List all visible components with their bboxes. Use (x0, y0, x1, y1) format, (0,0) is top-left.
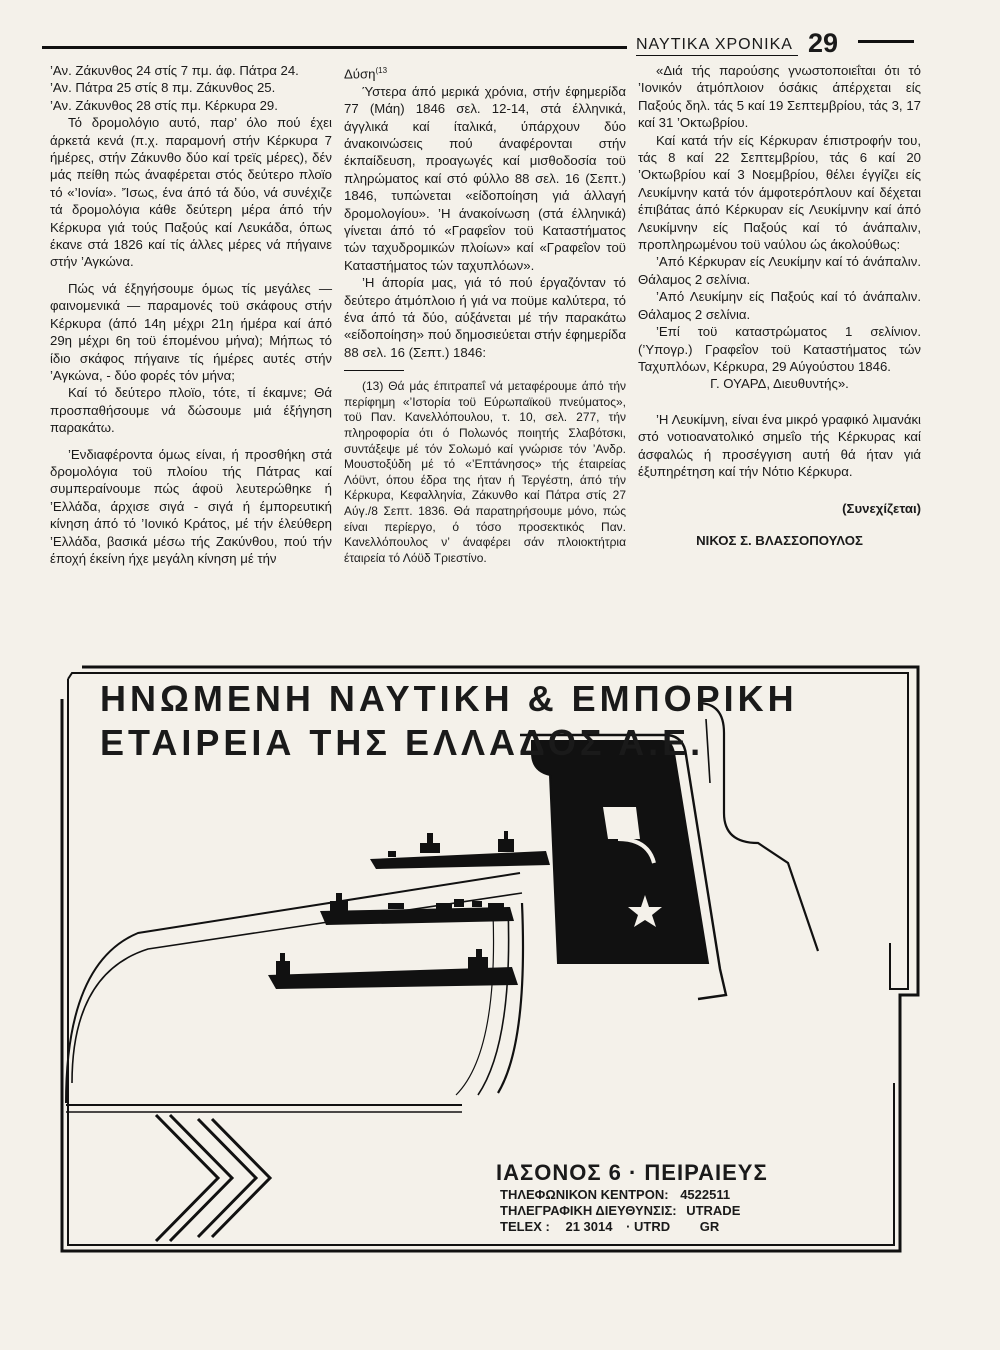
ad-phone-line (500, 1187, 730, 1202)
door-jamb (698, 703, 818, 951)
notice-quote: «Διά τής παρούσης γνωστοποιεΐται ότι τό ’Ιονικόν άτμόπλοιον όσάκις άπέρχεται είς Παξούς δηλ. τάς 5 καί 19 Σεπτεμβρίου, τάς 3, 17 καί 31 ’Οκτωβρίου. (638, 63, 921, 131)
to-be-continued: (Συνεχίζεται) (842, 501, 921, 517)
footnote: (13) Θά μάς έπιτραπεΐ νά μεταφέρουμε άπό τήν περίφημη «’Ιστορία τοϋ Εύρωπαϊκοϋ πνεύματος», τοϋ Παν. Κανελλόπουλου, τ. 10, σελ. 277, τήν πληροφορία ότι ό Πολωνός ποιητής Σλαβότσκι, συντάξεψε μέ τόν Σολωμό καί γνώρισε τόν ’Ανδρ. Μουστοξύδη μέ τό «’Επτάνησος» τής έταιρείας Λόϋντ, όπου έδρα της ήταν ή Τεργέστη, άπό τήν Κέρκυρα, Κεφαλληνία, Ζάκυνθο καί Πάτρα στίς 27 Αύγ./8 Σεπτ. 1836. Θά παρατηρήσουμε μόνο, πώς είναι περίεργο, ό τόσο προσεκτικός Παν. Κανελλόπουλος ν’ άναφέρει σάν πλοιοκτήτρια έταιρεία τό Λόϋδ Τριεστίνο. (344, 379, 626, 565)
footnote-ref: (13 (375, 66, 388, 75)
chevron-arrows-icon (156, 1115, 270, 1241)
ship-silhouette-bulk (268, 949, 518, 989)
continuation-text: Δύση (344, 66, 376, 82)
fare-line: ’Από Κέρκυραν είς Λευκίμην καί τό άνάπαλιν. Θάλαμος 2 σελίνια. (638, 254, 921, 287)
telex-country: GR (699, 1219, 720, 1234)
schedule-line-3: ’Αν. Ζάκυνθος 28 στίς πμ. Κέρκυρα 29. (50, 97, 278, 113)
flag-panel-inner-notch (603, 807, 640, 839)
schedule-line-2: ’Αν. Πάτρα 25 στίς 8 πμ. Ζάκυνθος 25. (50, 80, 276, 96)
paragraph: ’Η Λευκίμνη, είναι ένα μικρό γραφικό λιμανάκι στό νοτιοανατολικό σημεΐο τής Κέρκυρας καί άσφαλώς ή προσέγγιση αυτή θά ήταν γιά έξυπηρέτηση καί τήν Νότιο Κέρκυρα. (638, 411, 921, 479)
page-number: 29 (808, 28, 839, 58)
paragraph: ’Η άπορία μας, γιά τό πού έργαζόνταν τό δεύτερο άτμόπλοιο ή γιά να ποϋμε καλύτερα, τό ένα άπό τά δύο, αύξάνεται μέ τήν παρακάτω «είδοποίηση» πού δημοσιεύεται στήν έφημερίδα 88 σελ. 16 (Σεπτ.) 1846: (344, 275, 626, 360)
text-column-2 (344, 62, 626, 566)
ad-telex-line (500, 1219, 719, 1234)
company-flag-panel (532, 741, 708, 963)
telegraph-value: UTRADE (686, 1203, 741, 1218)
telex-value: 21 3014 (565, 1219, 613, 1234)
ship-silhouette-tanker (370, 831, 550, 869)
telex-code: · UTRD (626, 1219, 671, 1234)
paragraph: Ύστερα άπό μερικά χρόνια, στήν έφημερίδα 77 (Μάη) 1846 σελ. 12-14, στά έλληνικά, άγγλικά καί ίταλικά, ύπάρχουν δύο άνακοινώσεις πού άναφέρονται στήν έκπαίδευση, προαγωγές καί μισθοδοσία τοϋ πληρώματος καί στό φύλλο 88 σελ. 16 (Σεπτ.) 1846, τυπώνεται «είδοποίηση γιά άλλαγή δρομολογίου». ’Η άνακοίνωση (στά έλληνικά) γίνεται άπό τό «Γραφεΐον τοϋ Καταστήματος τών ταχυδρομικών πλοίων» καί «Γραφεΐον τοϋ Καταστήματος τών ταχυπλόων». (344, 83, 626, 273)
paragraph: Πώς νά έξηγήσουμε όμως τίς μεγάλες — φαινομενικά — παραμονές τοϋ σκάφους στήν Κέρκυρα (άπό 14η μέχρι 21η ήμέρα καί άπό 29η μέχρι 6η τοϋ έπομένου μήνα); Μήπως τό ίδιο σκάφος πήγαινε τίς ήμέρες αυτές στήν ’Αγκώνα, - δύο φορές τόν μήνα; (50, 280, 332, 383)
paragraph: Καί τό δεύτερο πλοϊο, τότε, τί έκαμνε; Θά προσπαθήσουμε νά δώσουμε μιά έξήγηση παρακάτω. (50, 385, 332, 436)
door-jamb-2 (706, 719, 710, 783)
ad-company-name-line-1: ΗΝΩΜΕΝΗ ΝΑΥΤΙΚΗ & ΕΜΠΟΡΙΚΗ (100, 678, 798, 719)
footnote-divider (344, 370, 404, 371)
ad-company-name-line-2: ΕΤΑΙΡΕΙΑ ΤΗΣ ΕΛΛΑΔΟΣ Α.Ε. (100, 722, 705, 763)
text-column-3 (638, 62, 921, 549)
header-title-underline (636, 55, 798, 56)
paragraph: Τό δρομολόγιο αυτό, παρ’ όλο πού έχει άρκετά κενά (π.χ. παραμονή στήν Κέρκυρα 7 ήμέρες, στήν Ζάκυνθο δύο καί τρεϊς μέρες), δέν μάς πείθη πώς άναφέρεται στός δεύτερο πλοϊο τό «’Ιονία». ’Ίσως, ένα άπό τά δύο, νά συνέχιζε τά δρομολόγια κάθε δεύτερη μέρα άπό τήν Κέρκυρα γιά τούς Παξούς καί Λευκάδα, όπως έκανε στά 1826 καί τίς άλλες μέρες νά πήγαινε στήν ’Αγκώνα. (50, 115, 332, 270)
address-box (66, 1103, 894, 1245)
magazine-title: ΝΑΥΤΙΚΑ ΧΡΟΝΙΚΑ (636, 36, 793, 53)
author-name: ΝΙΚΟΣ Σ. ΒΛΑΣΣΟΠΟΥΛΟΣ (696, 532, 863, 548)
ad-telegraph-line (500, 1203, 740, 1218)
notice-quote: Καί κατά τήν είς Κέρκυραν έπιστροφήν του, τάς 8 καί 22 Σεπτεμβρίου, τάς 6 καί 20 ’Οκτωβρίου καί 3 Νοεμβρίου, θέλει έγγίζει είς Λευκίμνην κατά τόν άμφοτερόπλουν καί δέχεται έπιβάτας άπό Κέρκυραν είς Λευκίμνην καί άπό Λευκίμνην είς Παξούς καί τό άνάπαλιν, προπληρωμένου τοϋ ναύλου ώς άκολούθως: (638, 132, 921, 253)
fare-line: ’Από Λευκίμην είς Παξούς καί τό άνάπαλιν. Θάλαμος 2 σελίνια. (638, 289, 921, 322)
paragraph-continuation (344, 62, 626, 83)
telegraph-label: ΤΗΛΕΓΡΑΦΙΚΗ ΔΙΕΥΘΥΝΣΙΣ: (500, 1203, 677, 1218)
fare-line: ’Επί τοϋ καταστρώματος 1 σελίνιον. (’Υπογρ.) Γραφεΐον τοϋ Καταστήματος τών Ταχυπλόων, Κέρκυρα, 29 Αύγούστου 1846. (638, 324, 921, 374)
header-rule-right (858, 40, 914, 43)
ad-address: ΙΑΣΟΝΟΣ 6 · ΠΕΙΡΑΙΕΥΣ (496, 1160, 768, 1185)
paragraph: ’Ενδιαφέροντα όμως είναι, ή προσθήκη στά δρομολόγια τοϋ πλοίου τής Πάτρας καί συμπεραίνουμε πώς άφοϋ λευτερώθηκε ή ’Ελλάδα, άρχισε σιγά - σιγά ή έμπορευτική κίνηση άπό τό ’Ιονικό Κράτος, μέ τήν έλεύθερη ’Ελλάδα, βασικά μέσω τής Ζακύνθου, πού τήν έποχή έκείνη ήχε μεγάλη κίνηση μέ τήν (50, 446, 332, 566)
telex-label: TELEX : (500, 1219, 550, 1234)
phone-label: ΤΗΛΕΦΩΝΙΚΟΝ ΚΕΝΤΡΟΝ: (500, 1187, 669, 1202)
notice-signature: Γ. ΟΥΑΡΔ, Διευθυντής». (710, 376, 849, 392)
header-rule-left (42, 46, 627, 49)
phone-value: 4522511 (680, 1187, 731, 1202)
schedule-line-1: ’Αν. Ζάκυνθος 24 στίς 7 πμ. άφ. Πάτρα 24. (50, 63, 299, 78)
text-column-1 (50, 62, 332, 567)
